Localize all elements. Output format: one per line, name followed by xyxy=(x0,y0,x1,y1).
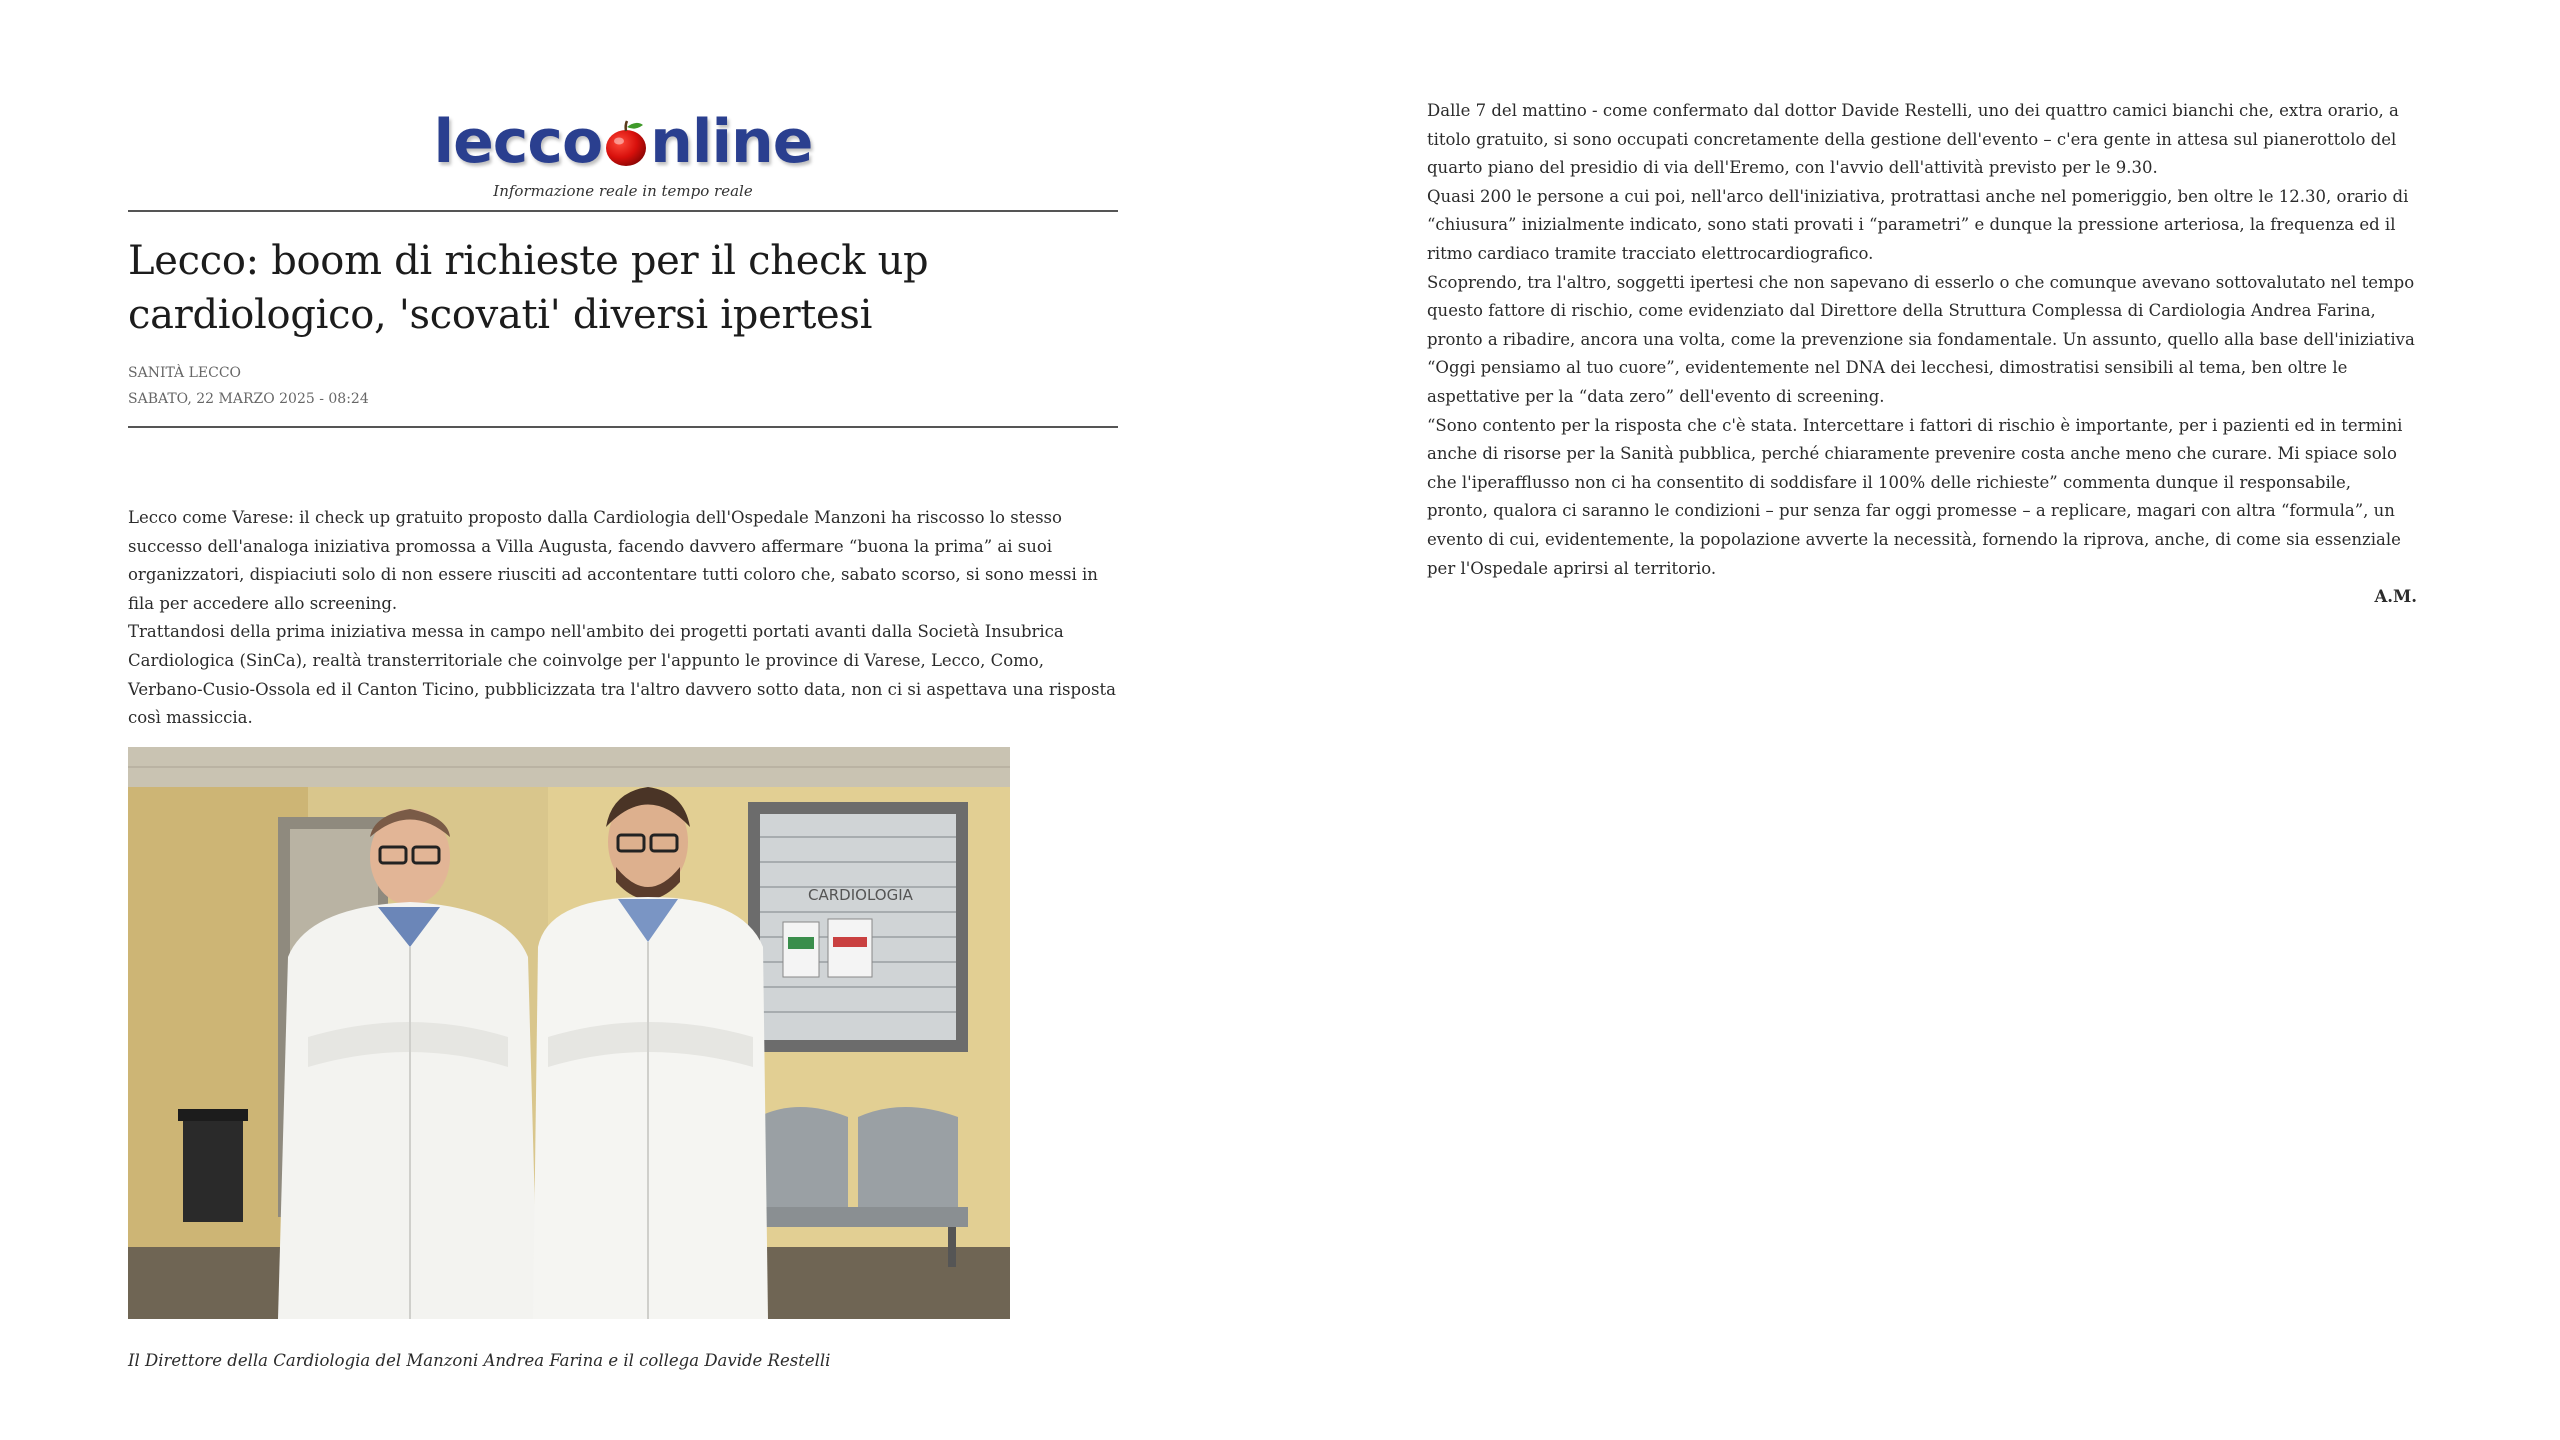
article-date: SABATO, 22 MARZO 2025 - 08:24 xyxy=(128,391,369,407)
paragraph: Quasi 200 le persone a cui poi, nell'arco dell'iniziativa, protrattasi anche nel pomeriggio, ben oltre le 12.30, orario di “chiusura” inizialmente indicato, sono stati provati i “parametri” e dunque la pressione arteriosa, la frequenza ed il ritmo cardiaco tramite tracciato elettrocardiografico. xyxy=(1427,186,2409,263)
article-title: Lecco: boom di richieste per il check up cardiologico, 'scovati' diversi ipertesi xyxy=(128,238,929,338)
meta-divider xyxy=(128,426,1118,428)
article-photo xyxy=(128,747,1010,1319)
right-column xyxy=(1427,97,2417,611)
masthead xyxy=(128,100,1118,200)
paragraph: “Sono contento per la risposta che c'è stata. Intercettare i fattori di rischio è importante, per i pazienti ed in termini anche di risorse per la Sanità pubblica, perché chiaramente prevenire costa anche meno che curare. Mi spiace solo che l'iperafflusso non ci ha consentito di soddisfare il 100% delle richieste” commenta dunque il responsabile, pronto, qualora ci saranno le condizioni – pur senza far oggi promesse – a replicare, magari con altra “formula”, un evento di cui, evidentemente, la popolazione avverte la necessità, fornendo la riprova, anche, di come sia essenziale per l'Ospedale aprirsi al territorio. xyxy=(1427,415,2403,578)
photo-caption: Il Direttore della Cardiologia del Manzoni Andrea Farina e il collega Davide Restelli xyxy=(128,1350,831,1370)
site-tagline: Informazione reale in tempo reale xyxy=(493,182,753,200)
paragraph: Lecco come Varese: il check up gratuito proposto dalla Cardiologia dell'Ospedale Manzoni ha riscosso lo stesso successo dell'analoga iniziativa promossa a Villa Augusta, facendo davvero affermare “buona la prima” ai suoi organizzatori, dispiaciuti solo di non essere riusciti ad accontentare tutti coloro che, sabato scorso, si sono messi in fila per accedere allo screening. xyxy=(128,508,1098,613)
author-signature: A.M. xyxy=(2374,587,2417,607)
logo-text-right: nline xyxy=(650,107,813,177)
site-logo[interactable] xyxy=(433,107,813,177)
header-divider xyxy=(128,210,1118,212)
article-meta xyxy=(128,360,1118,412)
logo-text-left: lecco xyxy=(433,107,603,177)
doctors-photo-illustration xyxy=(128,747,1010,1319)
cardiologia-sign: CARDIOLOGIA xyxy=(808,885,913,904)
left-column xyxy=(128,100,1118,1370)
article-section[interactable]: SANITÀ LECCO xyxy=(128,365,242,381)
paragraph: Trattandosi della prima iniziativa messa in campo nell'ambito dei progetti portati avanti dalla Società Insubrica Cardiologica (SinCa), realtà transterritoriale che coinvolge per l'appunto le province di Varese, Lecco, Como, Verbano-Cusio-Ossola ed il Canton Ticino, pubblicizzata tra l'altro davvero sotto data, non ci si aspettava una risposta così massiccia. xyxy=(128,622,1116,728)
paragraph: Dalle 7 del mattino - come confermato dal dottor Davide Restelli, uno dei quattro camici bianchi che, extra orario, a titolo gratuito, si sono occupati concretamente della gestione dell'evento – c'era gente in attesa sul pianerottolo del quarto piano del presidio di via dell'Eremo, con l'avvio dell'attività previsto per le 9.30. xyxy=(1427,101,2399,178)
paragraph: Scoprendo, tra l'altro, soggetti ipertesi che non sapevano di esserlo o che comunque avevano sottovalutato nel tempo questo fattore di rischio, come evidenziato dal Direttore della Struttura Complessa di Cardiologia Andrea Farina, pronto a ribadire, ancora una volta, come la prevenzione sia fondamentale. Un assunto, quello alla base dell'iniziativa “Oggi pensiamo al tuo cuore”, evidentemente nel DNA dei lecchesi, dimostratisi sensibili al tema, ben oltre le aspettative per la “data zero” dell'evento di screening. xyxy=(1427,272,2415,406)
article-body-left xyxy=(128,504,1118,733)
article-body-right xyxy=(1427,97,2417,583)
apple-icon xyxy=(603,117,649,167)
